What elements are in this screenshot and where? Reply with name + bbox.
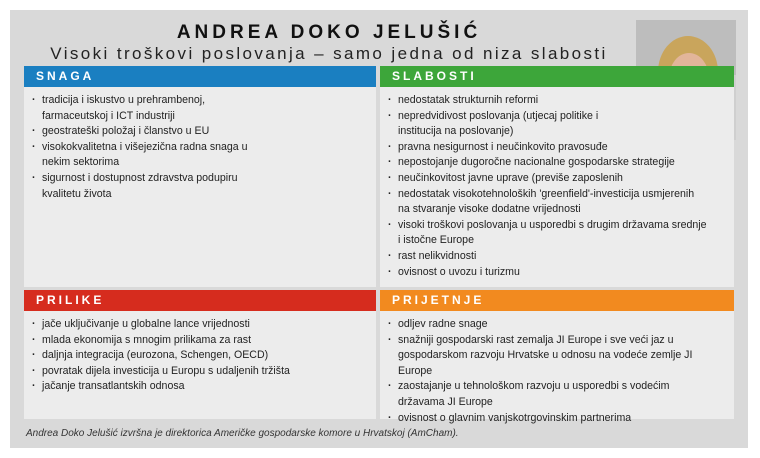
snaga-item: · geostrateški položaj i članstvo u EU <box>32 124 368 140</box>
page-title: ANDREA DOKO JELUŠIĆ <box>176 22 482 43</box>
photo-caption: Andrea Doko Jelušić izvršna je direktorica Američke gospodarske komore u Hrvatskoj (AmCham). <box>26 428 459 439</box>
prijetnje-label: PRIJETNJE <box>392 293 485 307</box>
snaga-list <box>32 93 368 202</box>
prilike-item: · jače uključivanje u globalne lance vrijednosti <box>32 317 368 333</box>
prijetnje-item: · odljev radne snage <box>388 317 726 333</box>
prijetnje-item: · ovisnost o glavnim vanjskotrgovinskim partnerima <box>388 411 726 427</box>
prijetnje-header <box>380 290 734 311</box>
page-subtitle: Visoki troškovi poslovanja – samo jedna od niza slabosti <box>50 44 608 63</box>
snaga-label: SNAGA <box>36 69 95 83</box>
snaga-header <box>24 66 376 87</box>
slabosti-item: · nedostatak strukturnih reformi <box>388 93 726 109</box>
prilike-item: · povratak dijela investicija u Europu s udaljenih tržišta <box>32 364 368 380</box>
slabosti-item: · nepostojanje dugoročne nacionalne gospodarske strategije <box>388 155 726 171</box>
slabosti-list <box>388 93 726 280</box>
prilike-list <box>32 317 368 395</box>
slabosti-item: · ovisnost o uvozu i turizmu <box>388 265 726 281</box>
snaga-item: · tradicija i iskustvo u prehrambenoj, farmaceutskoj i ICT industriji <box>32 93 368 124</box>
slabosti-item: · pravna nesigurnost i neučinkovito pravosuđe <box>388 140 726 156</box>
prijetnje-panel <box>380 311 734 424</box>
prijetnje-item: · snažniji gospodarski rast zemalja JI Europe i sve veći jaz u gospodarskom razvoju Hrvatske u odnosu na vodeće zemlje JI Europe <box>388 333 726 380</box>
snaga-item: · sigurnost i dostupnost zdravstva podupiru kvalitetu života <box>32 171 368 202</box>
slabosti-panel <box>380 87 734 287</box>
slabosti-item: · neučinkovitost javne uprave (previše zaposlenih <box>388 171 726 187</box>
prilike-header <box>24 290 376 311</box>
prilike-label: PRILIKE <box>36 293 105 307</box>
slabosti-item: · rast nelikvidnosti <box>388 249 726 265</box>
snaga-item: · visokokvalitetna i višejezična radna snaga u nekim sektorima <box>32 140 368 171</box>
prijetnje-item: · zaostajanje u tehnološkom razvoju u usporedbi s vodećim državama JI Europe <box>388 379 726 410</box>
slabosti-item: · nedostatak visokotehnoloških 'greenfield'-investicija usmjerenih na stvaranje visoke dodatne vrijednosti <box>388 187 726 218</box>
prilike-item: · daljnja integracija (eurozona, Schengen, OECD) <box>32 348 368 364</box>
slabosti-item: · visoki troškovi poslovanja u usporedbi s drugim državama srednje i istočne Europe <box>388 218 726 249</box>
prilike-item: · mlada ekonomija s mnogim prilikama za rast <box>32 333 368 349</box>
slabosti-header <box>380 66 734 87</box>
slabosti-item: · nepredvidivost poslovanja (utjecaj politike i institucija na poslovanje) <box>388 109 726 140</box>
snaga-panel <box>24 87 376 287</box>
prilike-panel <box>24 311 376 419</box>
slabosti-label: SLABOSTI <box>392 69 477 83</box>
prilike-item: · jačanje transatlantskih odnosa <box>32 379 368 395</box>
prijetnje-list <box>388 317 726 426</box>
